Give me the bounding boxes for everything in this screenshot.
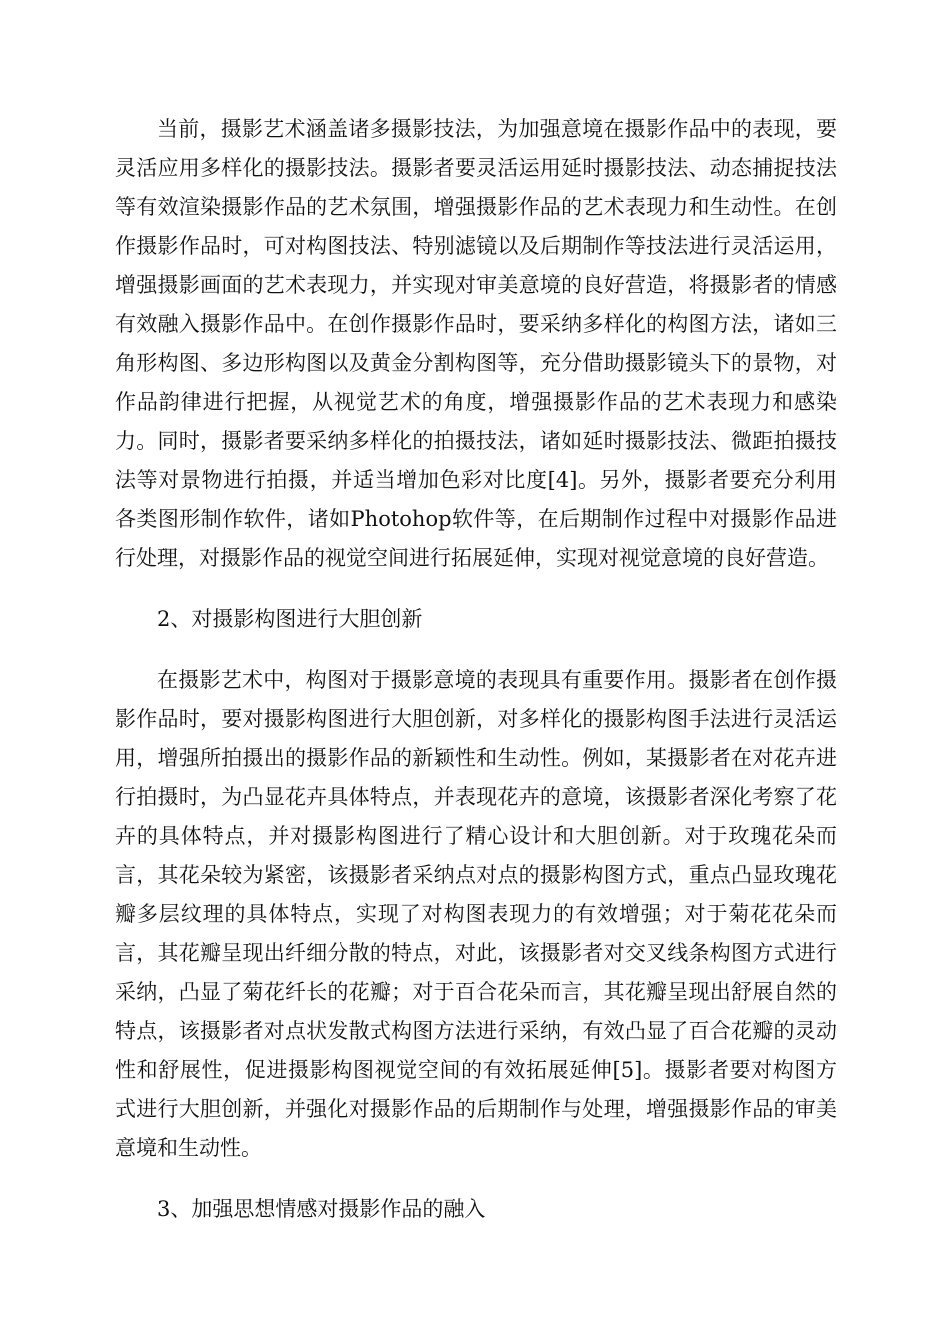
- section-heading-composition: 2、对摄影构图进行大胆创新: [157, 607, 423, 631]
- section-heading-emotion: 3、加强思想情感对摄影作品的融入: [157, 1197, 486, 1221]
- paragraph-composition-innovation: 在摄影艺术中，构图对于摄影意境的表现具有重要作用。摄影者在创作摄影作品时，要对摄影构图进行大胆创新，对多样化的摄影构图手法进行灵活运用，增强所拍摄出的摄影作品的新颖性和生动性。例如，某摄影者在对花卉进行拍摄时，为凸显花卉具体特点，并表现花卉的意境，该摄影者深化考察了花卉的具体特点，并对摄影构图进行了精心设计和大胆创新。对于玫瑰花朵而言，其花朵较为紧密，该摄影者采纳点对点的摄影构图方式，重点凸显玫瑰花瓣多层纹理的具体特点，实现了对构图表现力的有效增强；对于菊花花朵而言，其花瓣呈现出纤细分散的特点，对此，该摄影者对交叉线条构图方式进行采纳，凸显了菊花纤长的花瓣；对于百合花朵而言，其花瓣呈现出舒展自然的特点，该摄影者对点状发散式构图方法进行采纳，有效凸显了百合花瓣的灵动性和舒展性，促进摄影构图视觉空间的有效拓展延伸[5]。摄影者要对构图方式进行大胆创新，并强化对摄影作品的后期制作与处理，增强摄影作品的审美意境和生动性。: [115, 668, 837, 1160]
- paragraph-photography-techniques: 当前，摄影艺术涵盖诸多摄影技法，为加强意境在摄影作品中的表现，要灵活应用多样化的摄影技法。摄影者要灵活运用延时摄影技法、动态捕捉技法等有效渲染摄影作品的艺术氛围，增强摄影作品的艺术表现力和生动性。在创作摄影作品时，可对构图技法、特别滤镜以及后期制作等技法进行灵活运用，增强摄影画面的艺术表现力，并实现对审美意境的良好营造，将摄影者的情感有效融入摄影作品中。在创作摄影作品时，要采纳多样化的构图方法，诸如三角形构图、多边形构图以及黄金分割构图等，充分借助摄影镜头下的景物，对作品韵律进行把握，从视觉艺术的角度，增强摄影作品的艺术表现力和感染力。同时，摄影者要采纳多样化的拍摄技法，诸如延时摄影技法、微距拍摄技法等对景物进行拍摄，并适当增加色彩对比度[4]。另外，摄影者要充分利用各类图形制作软件，诸如Photohop软件等，在后期制作过程中对摄影作品进行处理，对摄影作品的视觉空间进行拓展延伸，实现对视觉意境的良好营造。: [115, 117, 837, 570]
- document-body: [115, 110, 837, 1229]
